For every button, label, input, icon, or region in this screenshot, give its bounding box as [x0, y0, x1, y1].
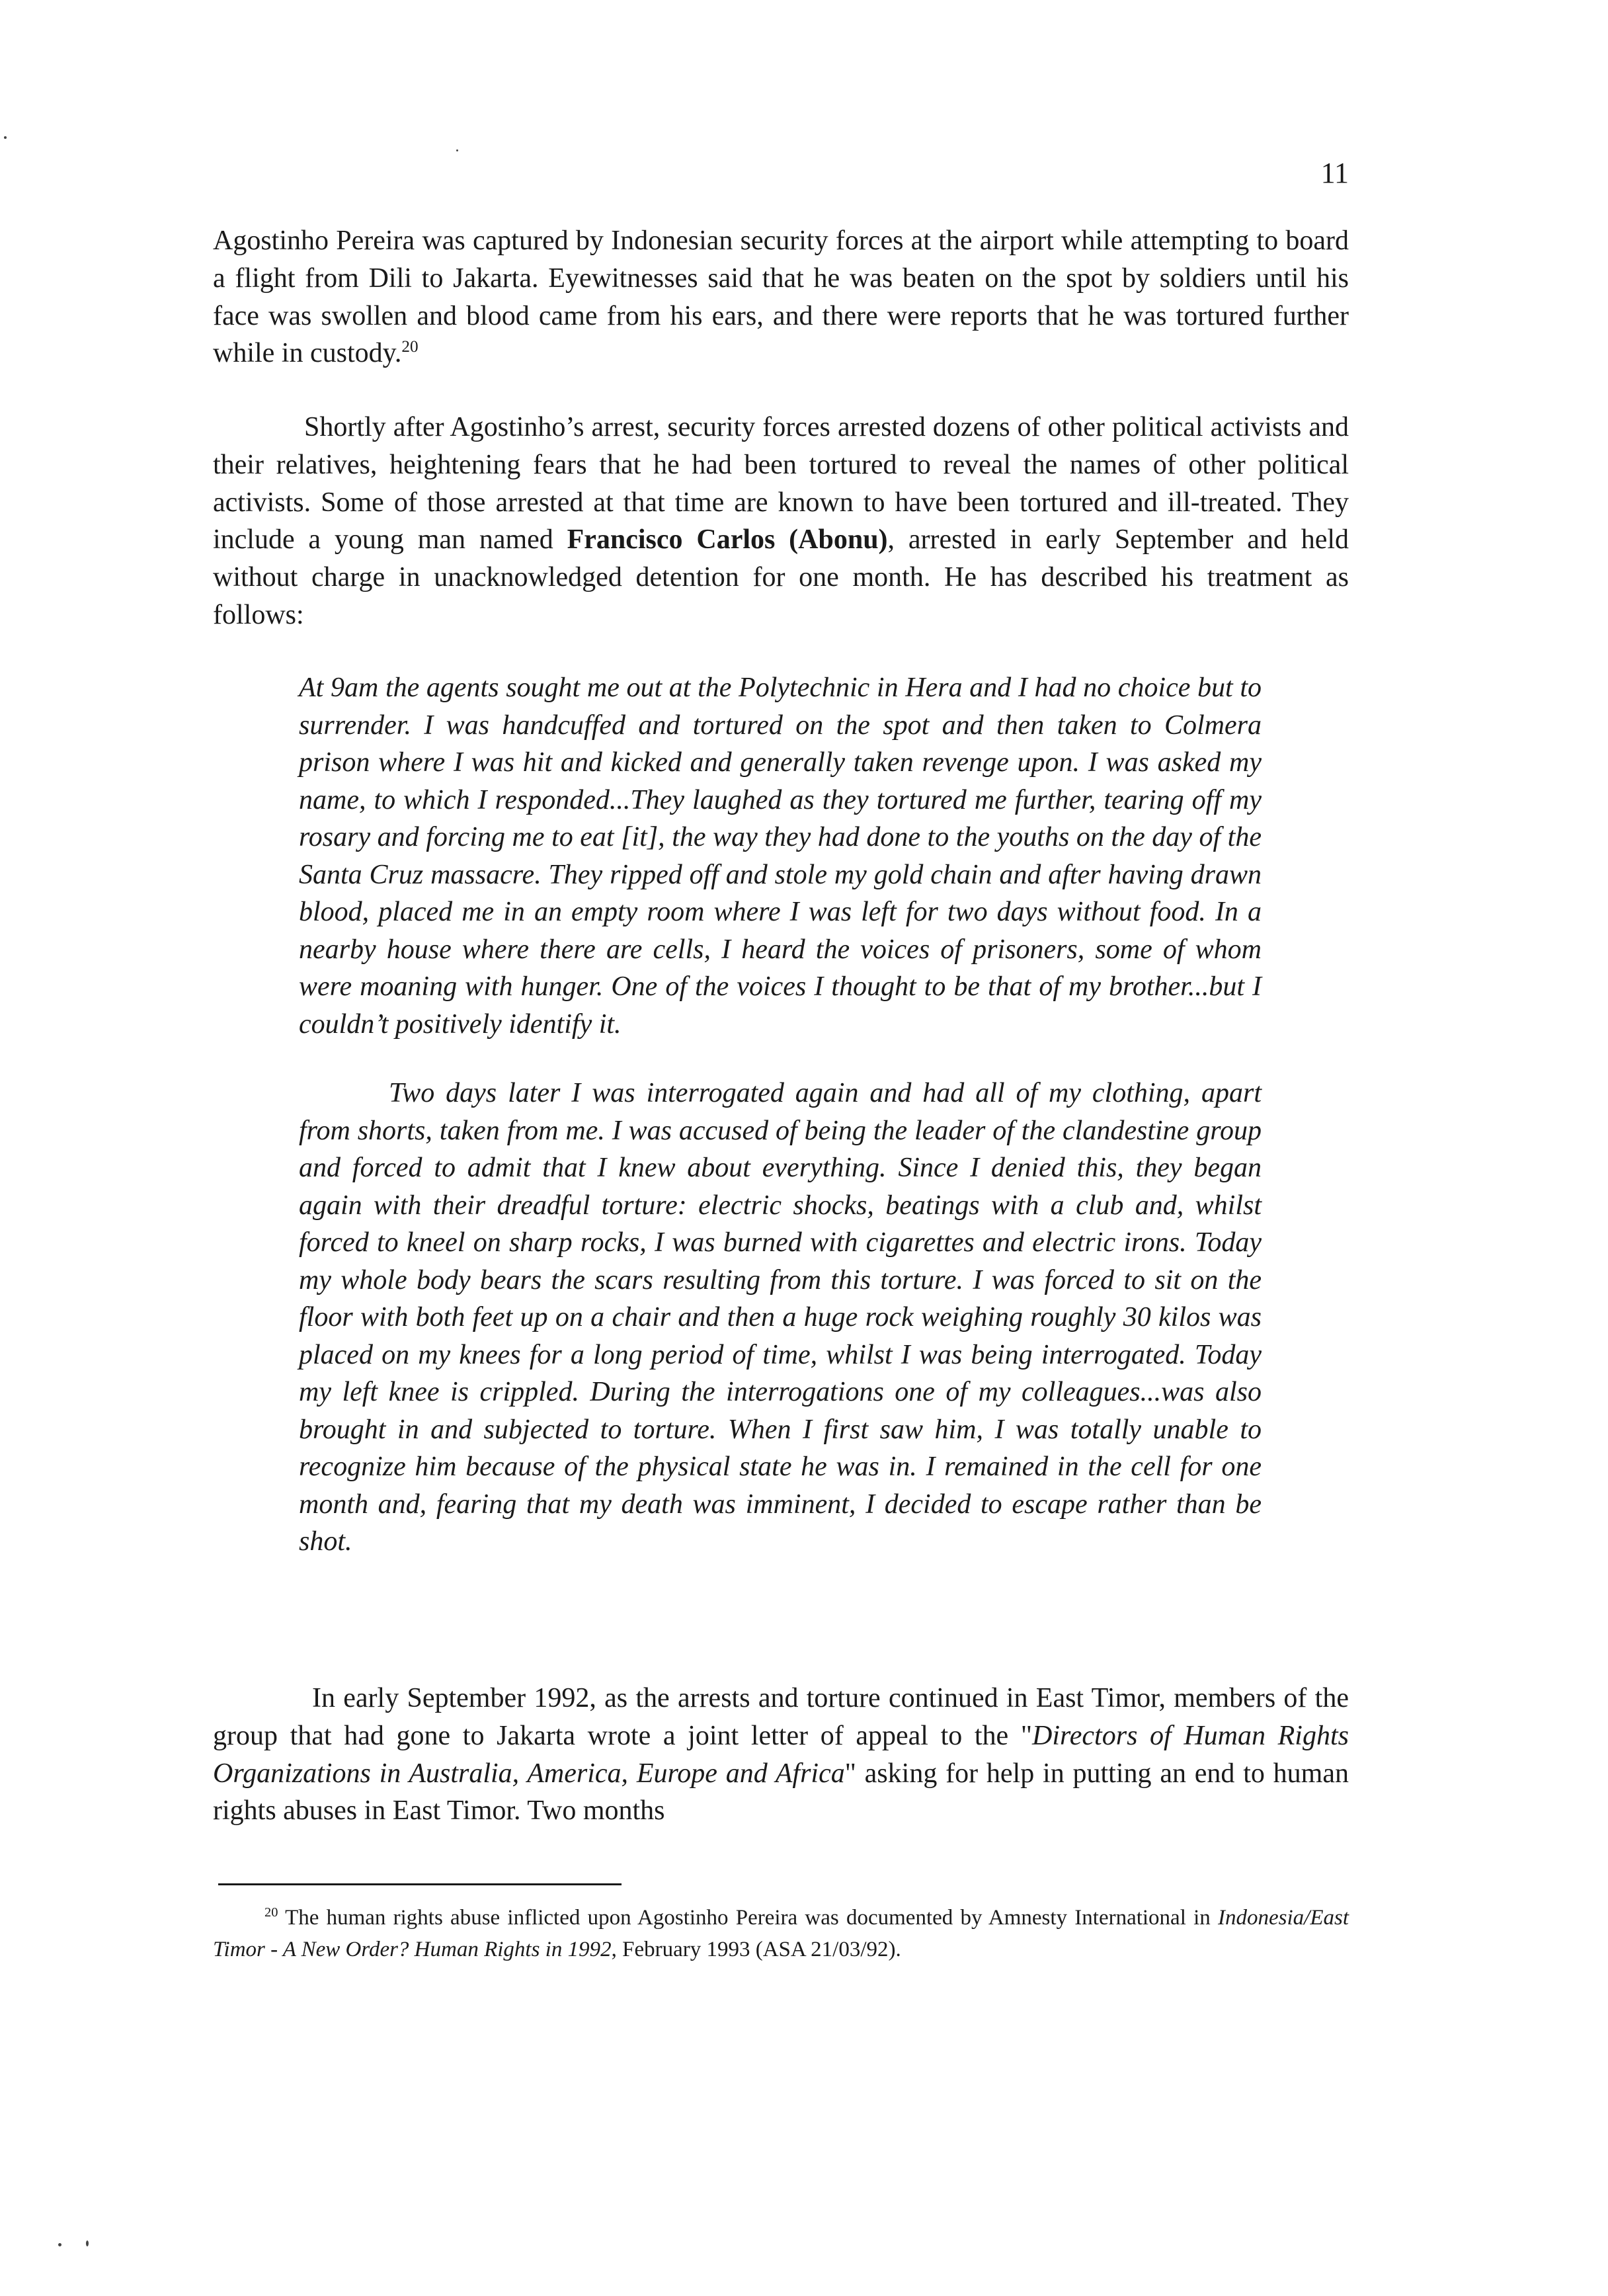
paragraph-subsequent-arrests [213, 409, 1349, 634]
scan-speck [4, 136, 7, 139]
paragraph-capture-of-pereira [213, 222, 1349, 372]
footnote-text-after: , February 1993 (ASA 21/03/92). [611, 1938, 901, 1961]
scan-speck [86, 2240, 89, 2246]
paragraph-text-after: " asking for help in putting an end to human rights abuses in East Timor. Two months [213, 1758, 1349, 1826]
footnote-number: 20 [264, 1905, 278, 1920]
testimony-quote-first: At 9am the agents sought me out at the Polytechnic in Hera and I had no choice but to surrender. I was handcuffed and tortured on the spot and then taken to Colmera prison where I was hit and kicked and generally taken revenge upon. I was asked my name, to which I responded...They laughed as they tortured me further, tearing off my rosary and forcing me to eat [it], the way they had done to the youths on the day of the Santa Cruz massacre. They ripped off and stole my gold chain and after having drawn blood, placed me in an empty room where I was left for two days without food. In a nearby house where there are cells, I heard the voices of prisoners, some of whom were moaning with hunger. One of the voices I thought to be that of my brother...but I couldn’t positively identify it. [299, 673, 1262, 1040]
footnote-separator-rule [218, 1883, 622, 1885]
page-number: 11 [1320, 157, 1349, 189]
footnote [213, 1902, 1349, 1965]
paragraph-text: Agostinho Pereira was captured by Indonesian security forces at the airport while attempting to board a flight from Dili to Jakarta. Eyewitnesses said that he was beaten on the spot by soldiers until his face was swollen and blood came from his ears, and there were reports that he was tortured further while in custody. [213, 226, 1349, 369]
footnote-reference: 20 [401, 338, 419, 356]
person-name-bold: Francisco Carlos (Abonu) [567, 524, 888, 555]
scan-speck [58, 2243, 61, 2246]
scan-speck [456, 149, 458, 151]
report-title-italic: Indonesia/East Timor - A New Order? Human Rights in 1992 [213, 1906, 1349, 1961]
letter-title-italic: Directors of Human Rights Organizations in Australia, America, Europe and Africa [213, 1720, 1349, 1789]
testimony-quote-second: Two days later I was interrogated again and had all of my clothing, apart from shorts, taken from me. I was accused of being the leader of the clandestine group and forced to admit that I knew about everything. Since I denied this, they began again with their dreadful torture: electric shocks, beatings with a club and, whilst forced to kneel on sharp rocks, I was burned with cigarettes and electric irons. Today my whole body bears the scars resulting from this torture. I was forced to sit on the floor with both feet up on a chair and then a huge rock weighing roughly 30 kilos was placed on my knees for a long period of time, whilst I was being interrogated. Today my left knee is crippled. During the interrogations one of my colleagues...was also brought in and subjected to torture. When I first saw him, I was totally unable to recognize him because of the physical state he was in. I remained in the cell for one month and, fearing that my death was imminent, I decided to escape rather than be shot. [299, 1078, 1262, 1557]
paragraph-text-before: In early September 1992, as the arrests and torture continued in East Timor, members of the group that had gone to Jakarta wrote a joint letter of appeal to the " [213, 1683, 1349, 1751]
paragraph-text-after: , arrested in early September and held without charge in unacknowledged detention for one month. He has described his treatment as follows: [213, 524, 1349, 630]
paragraph-joint-letter [213, 1680, 1349, 1830]
paragraph-text-before: Shortly after Agostinho’s arrest, security forces arrested dozens of other political activists and their relatives, heightening fears that he had been tortured to reveal the names of other political activists. Some of those arrested at that time are known to have been tortured and ill-treated. They include a young man named [213, 412, 1349, 555]
footnote-text-before: The human rights abuse inflicted upon Agostinho Pereira was documented by Amnesty International in [278, 1906, 1219, 1930]
